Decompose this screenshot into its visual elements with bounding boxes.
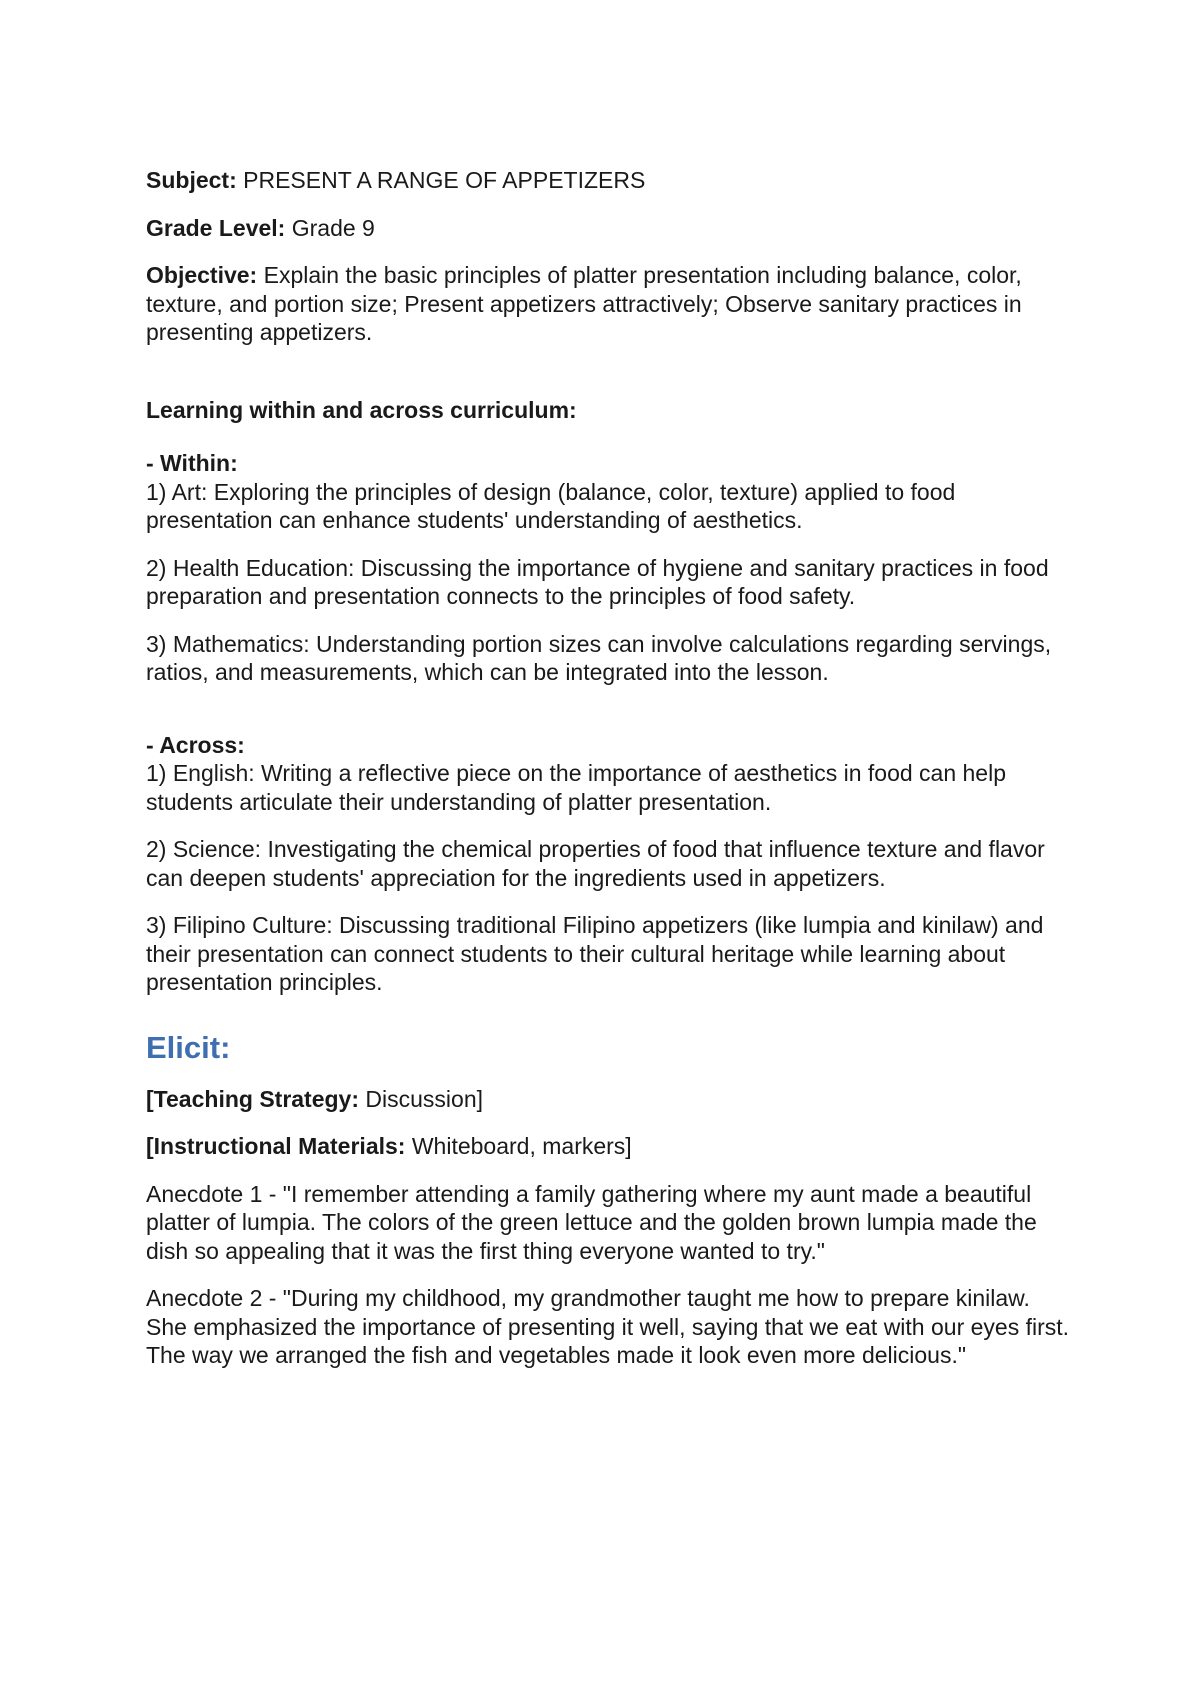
anecdote-paragraph: Anecdote 1 - "I remember attending a family gathering where my aunt made a beautiful platter of lumpia. The colors of the green lettuce and the golden brown lumpia made the dish so appealing that it was the first thing everyone wanted to try." (146, 1180, 1037, 1264)
document-page (146, 166, 1076, 1389)
subject-value: PRESENT A RANGE OF APPETIZERS (236, 167, 646, 193)
anecdote-paragraph: Anecdote 2 - "During my childhood, my grandmother taught me how to prepare kinilaw. She emphasized the importance of presenting it well, saying that we eat with our eyes first. The way we arranged the fish and vegetables made it look even more delicious." (146, 1285, 1070, 1368)
within-item: 3) Mathematics: Understanding portion sizes can involve calculations regarding servings, ratios, and measurements, which can be integrated into the lesson. (146, 630, 1052, 685)
instructional-materials-open-bracket: [ (146, 1133, 154, 1159)
grade-level-label: Grade Level: (146, 214, 286, 241)
instructional-materials-line (146, 1132, 1076, 1161)
teaching-strategy-label: Teaching Strategy: (153, 1085, 360, 1112)
across-heading: - Across: (146, 731, 245, 758)
objective-value: Explain the basic principles of platter presentation including balance, color, texture, and portion size; Present appetizers attractively; Observe sanitary practices in presenting appetizers. (146, 262, 1022, 345)
teaching-strategy-open-bracket: [ (146, 1085, 154, 1112)
instructional-materials-value: Whiteboard, markers] (405, 1133, 632, 1159)
instructional-materials-label: Instructional Materials: (153, 1133, 406, 1159)
grade-level-value: Grade 9 (285, 214, 375, 241)
curriculum-heading: Learning within and across curriculum: (146, 396, 577, 423)
objective-label: Objective: (146, 262, 258, 288)
across-item: 1) English: Writing a reflective piece on the importance of aesthetics in food can help students articulate their understanding of platter presentation. (146, 760, 1006, 815)
subject-line (146, 166, 1076, 195)
across-item: 2) Science: Investigating the chemical properties of food that influence texture and flavor can deepen students' appreciation for the ingredients used in appetizers. (146, 836, 1045, 891)
elicit-heading: Elicit: (146, 1029, 231, 1065)
objective-line (146, 261, 1076, 347)
within-item: 2) Health Education: Discussing the importance of hygiene and sanitary practices in food preparation and presentation connects to the principles of food safety. (146, 554, 1049, 609)
teaching-strategy-line (146, 1085, 1076, 1114)
across-item: 3) Filipino Culture: Discussing traditional Filipino appetizers (like lumpia and kinilaw) and their presentation can connect students to their cultural heritage while learning about presentation principles. (146, 912, 1044, 995)
grade-level-line (146, 214, 1076, 243)
within-heading: - Within: (146, 450, 238, 476)
within-item: 1) Art: Exploring the principles of design (balance, color, texture) applied to food presentation can enhance students' understanding of aesthetics. (146, 478, 956, 533)
subject-label: Subject: (146, 167, 237, 193)
teaching-strategy-value: Discussion] (359, 1085, 483, 1112)
